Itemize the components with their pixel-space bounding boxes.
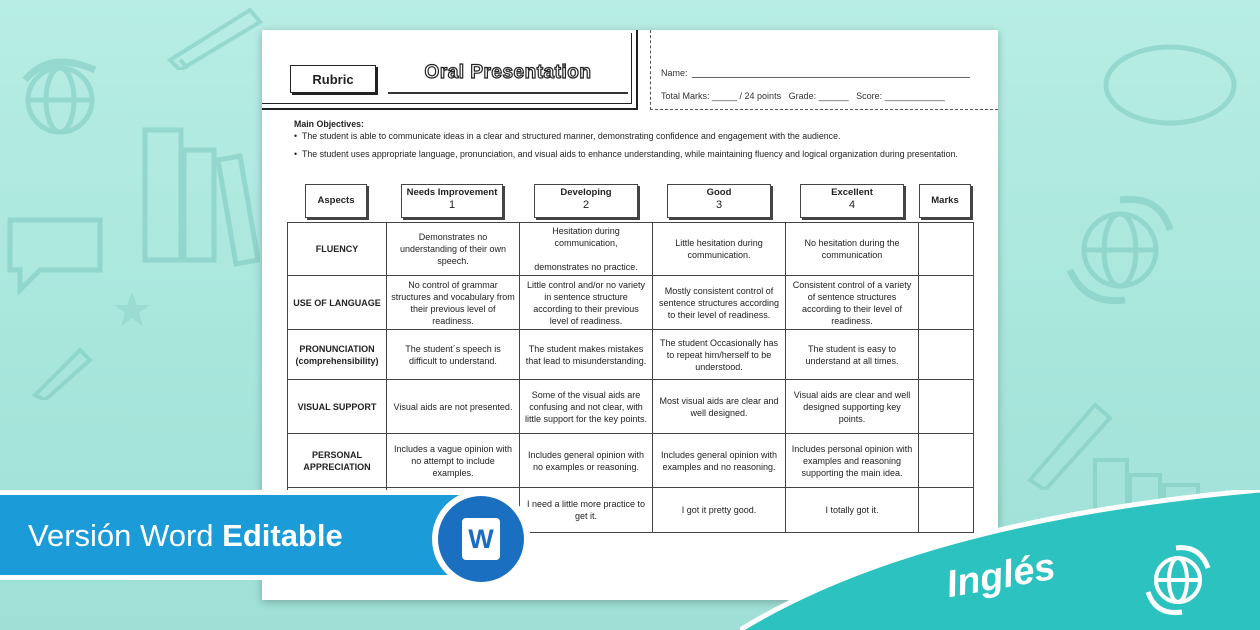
objectives-heading: Main Objectives: [294,119,364,129]
criteria-cell: Includes general opinion with no examples or reasoning. [520,434,653,488]
star-icon [112,290,152,330]
criteria-cell: The student makes mistakes that lead to misunderstanding. [520,330,653,380]
marks-cell[interactable] [919,223,974,276]
objective-item: • The student uses appropriate language, pronunciation, and visual aids to enhance understanding, while maintaining fluency and logical organization during presentation. [294,148,970,160]
speech-bubble-icon [1100,40,1240,140]
column-header-developing [534,184,638,218]
banner-text [28,518,343,554]
name-label: Name: [661,68,688,78]
pencil-icon [30,340,100,400]
aspect-cell: VISUAL SUPPORT [288,380,387,434]
level-label: Good [706,187,732,198]
name-field[interactable] [692,68,970,78]
column-header-excellent [800,184,904,218]
marks-cell[interactable] [919,330,974,380]
objective-item: • The student is able to communicate ideas in a clear and structured manner, demonstrating confidence and engagement with the audience. [294,130,970,142]
level-score: 1 [448,199,456,211]
level-label: Excellent [831,187,873,198]
criteria-cell: Mostly consistent control of sentence structures according to their level of readiness. [653,276,786,330]
word-icon [432,490,530,588]
criteria-cell: Demonstrates no understanding of their own speech. [387,223,520,276]
criteria-cell: Includes general opinion with examples and no reasoning. [653,434,786,488]
marks-cell[interactable] [919,276,974,330]
table-row [288,434,974,488]
rubric-label: Rubric [290,65,376,93]
criteria-cell: I need a little more practice to get it. [520,488,653,533]
criteria-cell: No hesitation during the communication [786,223,919,276]
banner-text-regular: Versión Word [28,518,223,553]
document-title: Oral Presentation [388,62,628,94]
level-label: Needs Improvement [406,187,498,198]
criteria-cell: Hesitation during communication, demonstrates no practice. [520,223,653,276]
level-score: 3 [715,199,723,211]
main-objectives [294,118,970,166]
column-header-aspects [305,184,367,218]
word-letter: W [462,518,500,560]
criteria-cell: The student is easy to understand at all times. [786,330,919,380]
table-row [288,276,974,330]
level-score: 4 [848,199,856,211]
marks-label: Marks [931,195,959,206]
table-row [288,223,974,276]
speech-bubble-icon [0,210,110,300]
total-marks-field[interactable]: Total Marks: _____ / 24 points [661,91,782,101]
criteria-cell: Visual aids are not presented. [387,380,520,434]
criteria-cell: Little control and/or no variety in sentence structure according to their previous level of readiness. [520,276,653,330]
aspect-cell: PERSONAL APPRECIATION [288,434,387,488]
banner-text-bold: Editable [222,518,343,553]
aspect-cell: USE OF LANGUAGE [288,276,387,330]
marks-cell[interactable] [919,434,974,488]
score-field[interactable]: Score: ____________ [856,91,945,101]
criteria-cell: The student´s speech is difficult to understand. [387,330,520,380]
column-header-good [667,184,771,218]
criteria-cell: I got it pretty good. [653,488,786,533]
pencil-icon [160,0,270,70]
table-row [288,380,974,434]
criteria-cell: I totally got it. [786,488,919,533]
criteria-cell: Includes a vague opinion with no attempt to include examples. [387,434,520,488]
level-score: 2 [582,199,590,211]
marks-cell[interactable] [919,380,974,434]
aspects-label: Aspects [317,195,355,206]
criteria-cell: Visual aids are clear and well designed supporting key points. [786,380,919,434]
language-label: Inglés [943,545,1059,607]
globe-icon [1060,190,1180,310]
globe-icon [1138,540,1218,620]
criteria-cell: Little hesitation during communication. [653,223,786,276]
level-label: Developing [560,187,612,198]
globe-icon [10,50,110,150]
header-title-area [262,30,638,110]
column-header-needs-improvement [401,184,503,218]
column-header-marks [919,184,971,218]
criteria-cell: Consistent control of a variety of sentence structures according to their level of readiness. [786,276,919,330]
student-info-area [650,30,998,110]
table-row [288,330,974,380]
criteria-cell: The student Occasionally has to repeat him/herself to be understood. [653,330,786,380]
aspect-cell: FLUENCY [288,223,387,276]
criteria-cell: Some of the visual aids are confusing and not clear, with little support for the key points. [520,380,653,434]
criteria-cell: Most visual aids are clear and well designed. [653,380,786,434]
aspect-cell: PRONUNCIATION (comprehensibility) [288,330,387,380]
criteria-cell: Includes personal opinion with examples and reasoning supporting the main idea. [786,434,919,488]
criteria-cell: No control of grammar structures and vocabulary from their previous level of readiness. [387,276,520,330]
grade-field[interactable]: Grade: ______ [788,91,849,101]
rubric-table [287,222,973,533]
book-icon [140,120,260,270]
